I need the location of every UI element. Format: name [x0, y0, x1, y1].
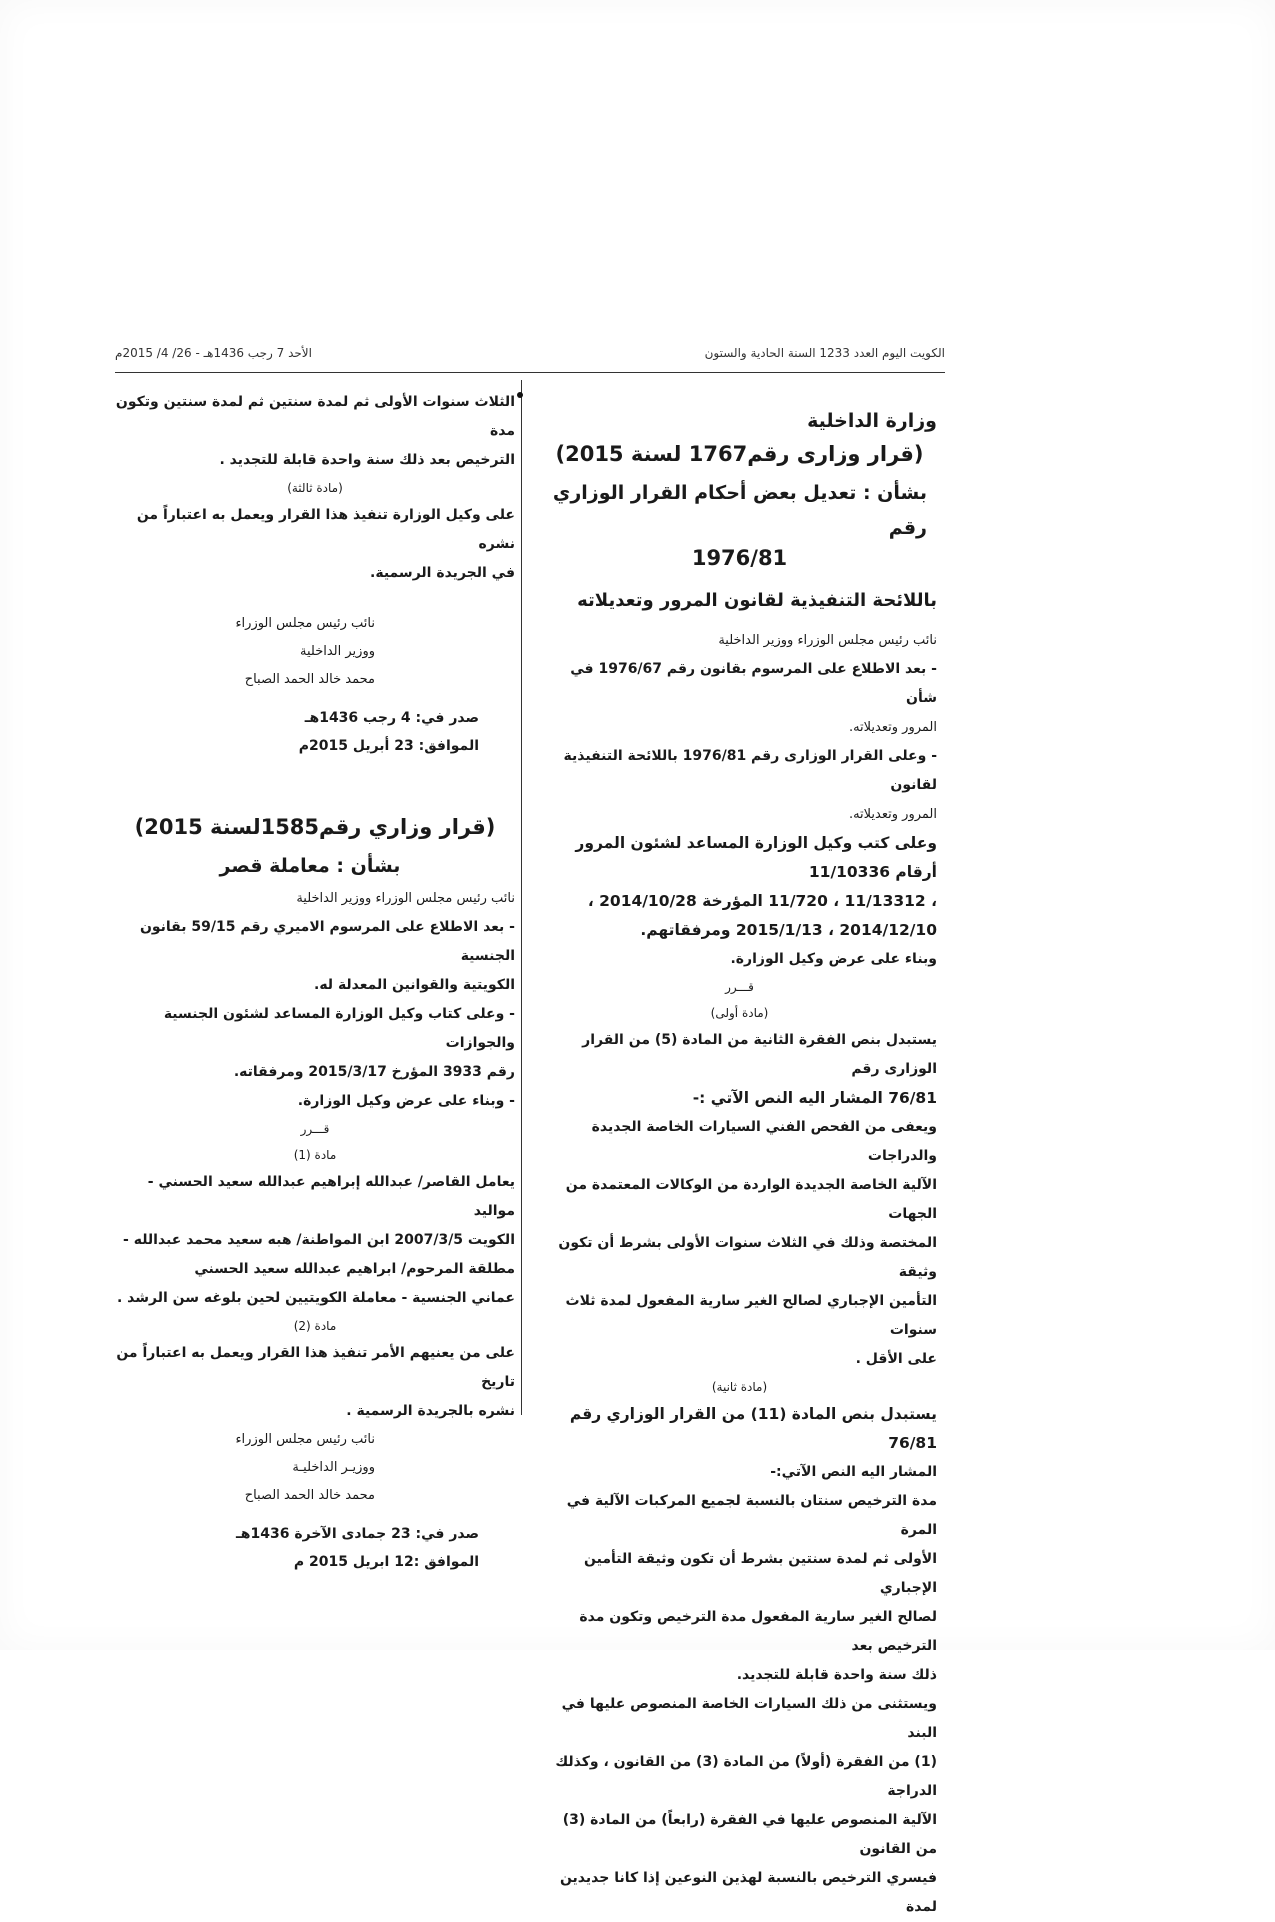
article-line: المشار اليه النص الآتي:- — [770, 1464, 937, 1480]
article-line: يستبدل بنص الفقرة الثانية من المادة (5) من القرار الوزارى رقم — [582, 1032, 937, 1077]
preamble-line: - بعد الاطلاع على المرسوم بقانون رقم 1976/67 في شأن — [570, 661, 937, 706]
article-line: يستبدل بنص المادة (11) من القرار الوزاري رقم 76/81 — [569, 1405, 937, 1452]
corresponding-date: الموافق :12 ابريل 2015 م — [293, 1554, 479, 1570]
ministry-heading: وزارة الداخلية — [807, 410, 937, 432]
signatory-title: ووزير الداخلية — [300, 644, 375, 659]
preamble-line: - وبناء على عرض وكيل الوزارة. — [297, 1093, 515, 1109]
preamble-line: - وعلى القرار الوزارى رقم 1976/81 باللائحة التنفيذية لقانون — [563, 748, 937, 793]
signatory-title: نائب رئيس مجلس الوزراء — [235, 1432, 375, 1447]
article-line: يعامل القاصر/ عبدالله إبراهيم عبدالله سعيد الحسني - مواليد — [147, 1174, 515, 1219]
decree-subject: بشأن : تعديل بعض أحكام القرار الوزاري رقم — [552, 482, 927, 539]
article-line: الكويت 2007/3/5 ابن المواطنة/ هبه سعيد محمد عبدالله - — [123, 1232, 515, 1248]
preamble-line: وبناء على عرض وكيل الوزارة. — [730, 951, 937, 967]
d2-article-1-title: مادة (1) — [293, 1148, 337, 1162]
article-line: التأمين الإجباري لصالح الغير سارية المفعول لمدة ثلاث سنوات — [565, 1293, 937, 1338]
preamble-line: - وعلى كتاب وكيل الوزارة المساعد لشئون الجنسية والجوازات — [163, 1006, 515, 1051]
signatory-title: ووزيـر الداخليـة — [292, 1460, 375, 1475]
decree-subject-continued: باللائحة التنفيذية لقانون المرور وتعديلاته — [577, 590, 937, 611]
decided-heading: قـــرر — [300, 1122, 330, 1136]
article-line: المختصة وذلك في الثلاث سنوات الأولى بشرط أن تكون وثيقة — [558, 1235, 937, 1280]
preamble-line: نائب رئيس مجلس الوزراء ووزير الداخلية — [718, 633, 937, 648]
page-header — [115, 338, 945, 373]
article-line: الآلية المنصوص عليها في الفقرة (رابعاً) من المادة (3) من القانون — [562, 1812, 937, 1857]
preamble-line: 2014/12/10 ، 2015/1/13 ومرفقاتهم. — [640, 921, 937, 939]
article-3-title: (مادة ثالثة) — [287, 481, 343, 495]
article-line: على الأقل . — [855, 1351, 937, 1367]
preamble-line: المرور وتعديلاته. — [848, 720, 937, 735]
left-column — [115, 388, 515, 1576]
column-divider — [521, 380, 522, 1415]
issued-date: صدر في: 4 رجب 1436هـ — [304, 710, 479, 726]
continued-line: الثلاث سنوات الأولى ثم لمدة سنتين ثم لمدة سنتين وتكون مدة — [115, 394, 515, 439]
article-line: (1) من الفقرة (أولاً) من المادة (3) من القانون ، وكذلك الدراجة — [555, 1754, 937, 1799]
d2-article-2-title: مادة (2) — [293, 1319, 337, 1333]
article-line: لصالح الغير سارية المفعول مدة الترخيص وتكون مدة الترخيص بعد — [579, 1609, 937, 1654]
article-line: ويعفى من الفحص الفني السيارات الخاصة الجديدة والدراجات — [591, 1119, 937, 1164]
issued-date: صدر في: 23 جمادى الآخرة 1436هـ — [236, 1526, 479, 1542]
preamble-line: المرور وتعديلاته. — [848, 807, 937, 822]
preamble-line: وعلى كتب وكيل الوزارة المساعد لشئون المرور أرقام 11/10336 — [575, 834, 937, 881]
article-line: مطلقة المرحوم/ ابراهيم عبدالله سعيد الحسني — [194, 1261, 515, 1277]
continued-line: الترخيص بعد ذلك سنة واحدة قابلة للتجديد . — [219, 452, 515, 468]
preamble-line: نائب رئيس مجلس الوزراء ووزير الداخلية — [296, 891, 515, 906]
decree-subject-number: 1976/81 — [691, 546, 788, 570]
signatory-title: نائب رئيس مجلس الوزراء — [235, 616, 375, 631]
header-publication: الكويت اليوم العدد 1233 السنة الحادية والستون — [704, 346, 945, 360]
article-1-title: (مادة أولى) — [710, 1006, 769, 1020]
preamble-line: رقم 3933 المؤرخ 2015/3/17 ومرفقاته. — [233, 1064, 515, 1080]
article-line: الآلية الخاصة الجديدة الواردة من الوكالات المعتمدة من الجهات — [565, 1177, 937, 1222]
corresponding-date: الموافق: 23 أبريل 2015م — [298, 738, 479, 754]
article-line: عماني الجنسية - معاملة الكويتيين لحين بلوغه سن الرشد . — [116, 1290, 515, 1306]
decree-title: (قرار وزارى رقم1767 لسنة 2015) — [555, 442, 924, 466]
article-line: 76/81 المشار اليه النص الآتي :- — [692, 1089, 937, 1107]
preamble-line: ، 11/13312 ، 11/720 المؤرخة 2014/10/28 ، — [587, 892, 937, 910]
right-column — [542, 394, 937, 1922]
preamble-line: الكويتية والقوانين المعدلة له. — [314, 977, 515, 993]
article-line: ويستثنى من ذلك السيارات الخاصة المنصوص عليها في البند — [561, 1696, 937, 1741]
article-line: مدة الترخيص سنتان بالنسبة لجميع المركبات الآلية في المرة — [566, 1493, 937, 1538]
article-2-title: (مادة ثانية) — [711, 1380, 768, 1394]
article-line: الأولى ثم لمدة سنتين بشرط أن تكون وثيقة التأمين الإجباري — [584, 1551, 937, 1596]
signatory-name: محمد خالد الحمد الصباح — [244, 1488, 375, 1503]
decree-2-subject: بشأن : معاملة قصر — [219, 855, 401, 877]
article-line: في الجريدة الرسمية. — [370, 565, 515, 581]
preamble-line: - بعد الاطلاع على المرسوم الاميري رقم 59/15 بقانون الجنسية — [139, 919, 515, 964]
header-date: الأحد 7 رجب 1436هـ - 26/ 4/ 2015م — [115, 346, 312, 360]
article-line: فيسري الترخيص بالنسبة لهذين النوعين إذا كانا جديدين لمدة — [559, 1870, 937, 1915]
divider-dot — [517, 392, 523, 398]
article-line: نشره بالجريدة الرسمية . — [346, 1403, 515, 1419]
decided-heading: قـــرر — [725, 980, 754, 994]
signatory-name: محمد خالد الحمد الصباح — [244, 672, 375, 687]
decree-2-title: (قرار وزاري رقم1585لسنة 2015) — [134, 815, 496, 839]
article-line: على وكيل الوزارة تنفيذ هذا القرار ويعمل به اعتباراً من نشره — [136, 507, 515, 552]
article-line: على من يعنيهم الأمر تنفيذ هذا القرار ويعمل به اعتباراً من تاريخ — [116, 1345, 515, 1390]
article-line: ذلك سنة واحدة قابلة للتجديد. — [736, 1667, 937, 1683]
